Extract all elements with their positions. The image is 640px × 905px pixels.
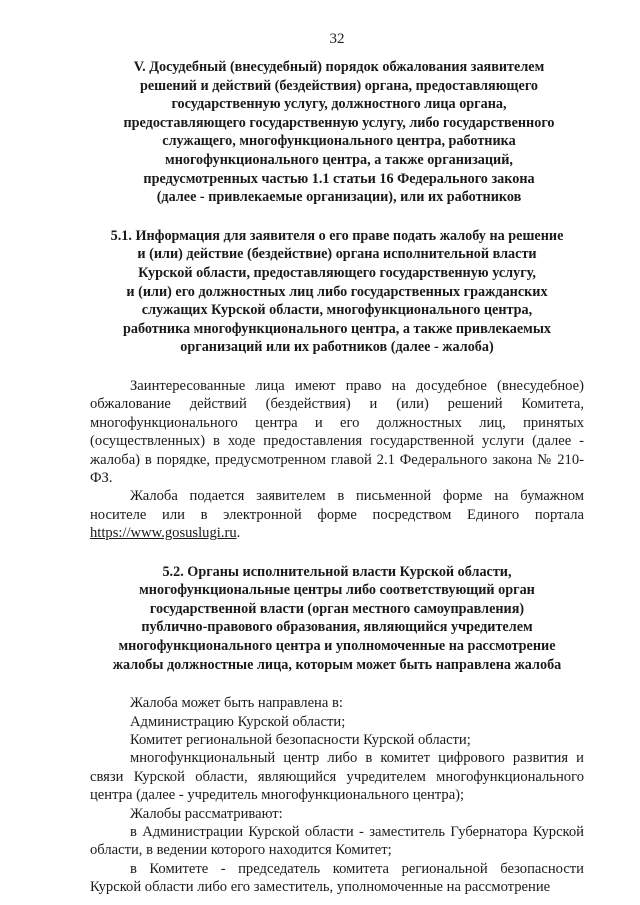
heading-line: и (или) действие (бездействие) органа исполнительной власти (137, 246, 537, 263)
heading-line: 5.1. Информация для заявителя о его праве подать жалобу на решение (110, 227, 564, 244)
heading-line: и (или) его должностных лиц либо государственных гражданских (126, 283, 548, 300)
heading-line: работника многофункционального центра, а также привлекаемых (122, 320, 552, 337)
list-item: Жалобы рассматривают: (130, 805, 283, 822)
heading-line: публично-правового образования, являющийся учредителем (141, 619, 533, 636)
complaint-recipients-list (90, 694, 584, 896)
list-item: в Комитете - председатель комитета региональной безопасности Курской области либо его заместитель, уполномоченные на рассмотрение (90, 860, 584, 896)
paragraph-text: Жалоба подается заявителем в письменной форме на бумажном носителе или в электронной форме посредством Единого портала (90, 488, 584, 523)
heading-line: многофункционального центра и уполномоченные на рассмотрение (118, 637, 556, 654)
section-5-1-heading (90, 227, 584, 357)
list-item: Комитет региональной безопасности Курской области; (130, 731, 471, 748)
spacer (90, 207, 584, 227)
heading-line: предусмотренных частью 1.1 статьи 16 Федерального закона (143, 170, 535, 187)
section-5-heading (94, 58, 584, 207)
heading-line: (далее - привлекаемые организации), или их работников (156, 189, 522, 206)
heading-line: служащих Курской области, многофункционального центра, (141, 302, 533, 319)
spacer (90, 674, 584, 694)
gosuslugi-link[interactable]: https://www.gosuslugi.ru (90, 525, 237, 542)
heading-line: государственной власти (орган местного самоуправления) (149, 600, 525, 617)
heading-line: 5.2. Органы исполнительной власти Курской области, (162, 563, 512, 580)
page-number: 32 (329, 31, 345, 47)
heading-line: государственную услугу, должностного лица органа, (171, 96, 507, 113)
list-item: в Администрации Курской области - заместитель Губернатора Курской области, в ведении которого находится Комитет; (90, 823, 584, 859)
section-5-2-heading (90, 563, 584, 675)
heading-line: V. Досудебный (внесудебный) порядок обжалования заявителем (133, 59, 545, 75)
heading-line: многофункциональные центры либо соответствующий орган (139, 582, 535, 599)
heading-line: Курской области, предоставляющего государственную услугу, (138, 264, 536, 281)
heading-line: организаций или их работников (далее - жалоба) (180, 339, 494, 356)
spacer (90, 357, 584, 377)
heading-line: решений и действий (бездействия) органа, предоставляющего (139, 77, 539, 94)
heading-line: многофункционального центра, а также организаций, (165, 151, 513, 168)
document-page (90, 30, 584, 897)
heading-line: служащего, многофункционального центра, работника (162, 133, 516, 150)
paragraph-right-to-appeal: Заинтересованные лица имеют право на досудебное (внесудебное) обжалование действий (бездействия) и (или) решений Комитета, многофункционального центра и его должностных лиц, принятых (осуществленных) в ходе предоставления государственной услуги (далее - жалоба) в порядке, предусмотренном главой 2.1 Федерального закона № 210-ФЗ. (90, 377, 584, 486)
list-item: Жалоба может быть направлена в: (130, 695, 343, 712)
paragraph-complaint-form (90, 487, 584, 542)
list-item: Администрацию Курской области; (130, 713, 346, 730)
heading-line: предоставляющего государственную услугу, либо государственного (123, 114, 555, 131)
heading-line: жалобы должностные лица, которым может быть направлена жалоба (112, 656, 562, 673)
list-item: многофункциональный центр либо в комитет цифрового развития и связи Курской области, являющийся учредителем многофункционального центра (далее - учредитель многофункционального центра); (90, 750, 584, 804)
spacer (90, 543, 584, 563)
paragraph-tail: . (236, 525, 241, 542)
